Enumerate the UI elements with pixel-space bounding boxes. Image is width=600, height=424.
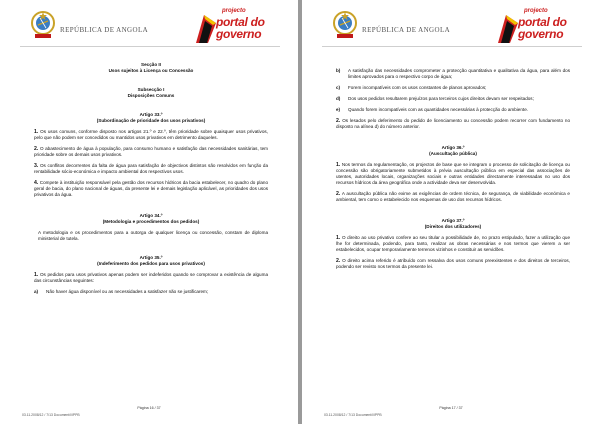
- paragraph-text: Os usos comuns, conforme disposto nos artigos 21.º e 22.º, têm prioridade sobre quaisquer usos privativos, pelo que não podem ser concedidos ou mantidos usos privativos em detrimento daqueles.: [34, 129, 268, 140]
- paragraph-number: 2.: [336, 191, 341, 197]
- paragraph-number: 2.: [336, 258, 341, 264]
- document-reference: 03.11.2008/12 / 7/13 Document/i/IPPB: [22, 413, 80, 417]
- logo-small-text: projecto: [524, 8, 548, 14]
- paragraph-text: Os conflitos decorrentes da falta de água para satisfação de objectivos distintos são resolvidos em função da rentabilidade sócio-económica e impacto ambiental dos respectivos usos.: [34, 163, 268, 174]
- item-letter: b): [336, 68, 341, 73]
- paragraph-text: Nos termos da regulamentação, os projectos de base que se integram o processo de solicitação de licença ou concessão são obrigatoriamente submetidos à prévia auscultação pública em especial das associações de utentes, autoridades locais, organizações sociais e outras entidades directamente interessadas no uso dos recursos hídricos da área geográfica onde a actividade deva ser desenvolvida.: [336, 162, 570, 185]
- list-item: [336, 68, 570, 80]
- paragraph-number: 1.: [34, 272, 39, 278]
- paragraph-number: 4.: [34, 180, 39, 186]
- page-header: [322, 6, 582, 47]
- logo-line-1: portal do: [216, 15, 265, 29]
- paragraph-text: A auscultação pública não exime as exigências de ordem técnica, de segurança, de viabilidade económica e ambiental, tem como o estabelecido nos esquemas de uso dos recursos hídricos.: [336, 191, 570, 202]
- portal-logo-shape-icon: [196, 15, 216, 43]
- document-page-left: [0, 0, 298, 424]
- document-page-right: [302, 0, 600, 424]
- item-letter: e): [336, 107, 341, 112]
- paragraph: [336, 162, 570, 186]
- logo-small-text: projecto: [222, 8, 246, 14]
- item-text: A satisfação das necessidades comprometer a protecção quantitativa e qualitativa da água, para além dos limites aprovados para o respectivo corpo de água;: [348, 68, 570, 79]
- paragraph-number: 1.: [34, 129, 39, 135]
- logo-line-2: governo: [518, 27, 564, 41]
- paragraph-number: 3.: [34, 163, 39, 169]
- paragraph-number: 1.: [336, 162, 341, 168]
- republic-title: REPÚBLICA DE ANGOLA: [60, 26, 149, 34]
- paragraph: [34, 272, 268, 284]
- section-subtitle: Usos sujeitos à Licença ou Concessão: [108, 68, 194, 73]
- paragraph-number: 2.: [336, 118, 341, 124]
- page-number: Página 16 / 37: [137, 406, 161, 410]
- item-letter: d): [336, 96, 341, 101]
- article-36-heading: Artigo 36.º: [441, 145, 465, 150]
- item-text: Não haver água disponível ou as necessidades a satisfazer não se justificarem;: [46, 289, 209, 294]
- item-text: Dos usos pedidos resultarem prejuízos para terceiros cujos direitos devam ser respeitados;: [348, 96, 534, 101]
- article-35-title: (Indeferimento dos pedidos para usos privativos): [97, 261, 205, 266]
- portal-do-governo-logo: [196, 7, 274, 45]
- paragraph-number: 2.: [34, 146, 39, 152]
- list-item: [336, 107, 570, 113]
- paragraph-text: Os pedidos para usos privativos apenas podem ser indeferidos quando se comprovar a existência de alguma das circunstâncias seguintes:: [34, 272, 268, 283]
- item-letter: a): [34, 289, 39, 294]
- paragraph-text: O abastecimento de água à população, para consumo humano e satisfação das necessidades sanitárias, tem prioridade sobre os demais usos privativos.: [34, 146, 268, 157]
- paragraph-text: Compete à instituição responsável pela gestão dos recursos hídricos da bacia estabelecer, no quadro do plano geral de bacia, do plano nacional de águas, da presente lei e demais legislação aplicável, as prioridades dos usos privativos da água.: [34, 180, 269, 197]
- angola-emblem-icon: [332, 9, 358, 41]
- logo-line-1: portal do: [518, 15, 567, 29]
- subsection-title: Subsecção I: [137, 87, 165, 92]
- paragraph-text: O direito ao uso privativo confere ao seu titular a possibilidade de, no prazo estipulado, fazer a utilização que lhe for determinada, podendo, para tanto, realizar as obras necessárias e nos termos que vierem a ser estabelecidos, ocupar temporariamente terrenos vizinhos e constituir as servidões.: [336, 235, 571, 252]
- article-35-heading: Artigo 35.º: [139, 255, 163, 260]
- angola-emblem-icon: [30, 9, 56, 41]
- article-37-heading: Artigo 37.º: [441, 218, 465, 223]
- portal-logo-shape-icon: [498, 15, 518, 43]
- list-item: [34, 289, 268, 295]
- paragraph: [34, 146, 268, 158]
- page-content-right: [336, 68, 570, 275]
- page-header: [20, 6, 280, 47]
- article-34-heading: Artigo 34.º: [139, 213, 163, 218]
- item-letter: c): [336, 85, 341, 90]
- paragraph-number: 1.: [336, 235, 341, 241]
- article-33-heading: Artigo 33.º: [139, 112, 163, 117]
- section-title: Secção II: [141, 62, 161, 67]
- paragraph-text: A metodologia e os procedimentos para a outorga de qualquer licença ou concessão, constam de diploma ministerial de tutela.: [38, 230, 268, 241]
- paragraph-text: O direito acima referido é atribuído com ressalva dos usos comuns preexistentes e dos direitos de terceiros, podendo ser revisto nos termos da presente lei.: [336, 258, 570, 269]
- logo-line-2: governo: [216, 27, 262, 41]
- subsection-subtitle: Disposições Comuns: [127, 93, 175, 98]
- page-number: Página 17 / 37: [439, 406, 463, 410]
- document-reference: 03.11.2008/12 / 7/13 Document/i/IPPB: [324, 413, 382, 417]
- list-item: [336, 96, 570, 102]
- paragraph: [336, 235, 570, 253]
- item-text: Quando forem incompatíveis com as quantidades necessárias à protecção do ambiente.: [348, 107, 529, 112]
- article-36-title: (Auscultação pública): [429, 151, 477, 156]
- article-37-title: (Direitos dos utilizadores): [424, 224, 482, 229]
- list-item: [336, 85, 570, 91]
- paragraph: [336, 118, 570, 130]
- article-33-title: (Subordinação de prioridade dos usos privativos): [96, 118, 206, 123]
- page-content-left: [34, 62, 268, 300]
- item-text: Forem incompatíveis com os usos constantes de planos aprovados;: [348, 85, 487, 90]
- paragraph: [34, 180, 268, 198]
- republic-title: REPÚBLICA DE ANGOLA: [362, 26, 451, 34]
- article-34-title: (Metodologia e procedimentos dos pedidos): [102, 219, 200, 224]
- portal-do-governo-logo: [498, 7, 576, 45]
- paragraph: [34, 163, 268, 175]
- paragraph-text: Os lesados pelo deferimento do pedido de licenciamento ou concessão podem recorrer com fundamento no disposto na alínea d) do número anterior.: [336, 118, 571, 129]
- paragraph: [34, 129, 268, 141]
- paragraph: [336, 191, 570, 203]
- paragraph: [336, 258, 570, 270]
